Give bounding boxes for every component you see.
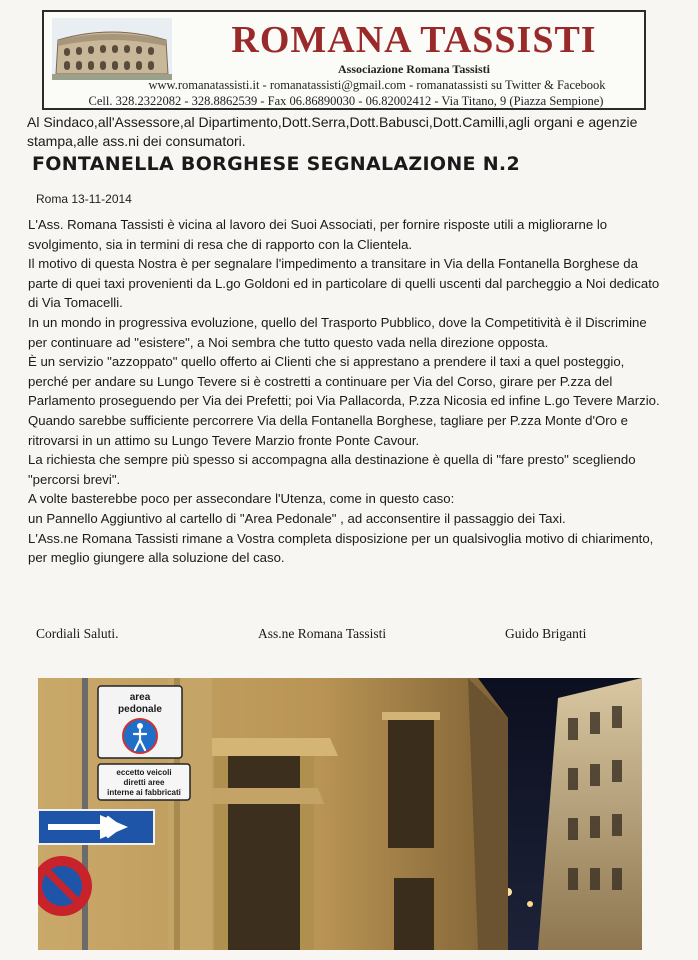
additional-panel-sign <box>98 764 190 800</box>
association-name: Associazione Romana Tassisti <box>337 62 491 76</box>
paragraph: La richiesta che sempre più spesso si accompagna alla destinazione è quella di "fare presto" scegliendo "percorsi brevi". <box>28 452 636 487</box>
paragraph: Il motivo di questa Nostra è per segnalare l'impedimento a transitare in Via della Fontanella Borghese da parte di quei taxi provenienti da L.go Goldoni ed in particolare di quelli uscenti dal parcheggio a Noi dedicato di Via Tomacelli. <box>28 256 660 311</box>
signoff-association: Ass.ne Romana Tassisti <box>258 626 387 641</box>
paragraph: In un mondo in progressiva evoluzione, quello del Trasporto Pubblico, dove la Competitività è il Discrimine per continuare ad "esistere", a Noi sembra che tutto questo vada nella direzione opposta. <box>28 314 647 350</box>
contact-details: Cell. 328.2322082 - 328.8862539 - Fax 06.86890030 - 06.82002412 - Via Titano, 9 (Piazza Sempione) <box>88 94 604 108</box>
signoff <box>0 626 698 646</box>
paragraph: un Pannello Aggiuntivo al cartello di "Area Pedonale" , ad acconsentire il passaggio dei Taxi. <box>28 510 566 526</box>
paragraph: A volte basterebbe poco per assecondare l'Utenza, come in questo caso: <box>28 491 455 507</box>
paragraph: Quando sarebbe sufficiente percorrere Via della Fontanella Borghese, tagliare per P.zza Monte d'Oro e ritrovarsi in un attimo su Lungo Tevere Marzio fronte Ponte Cavour. <box>28 412 628 448</box>
closing-salutation: Cordiali Saluti. <box>36 626 119 641</box>
street-scene <box>38 678 642 950</box>
area-pedonale-sign <box>98 686 182 758</box>
street-photo <box>38 678 642 950</box>
paragraph: È un servizio "azzoppato" quello offerto ai Clienti che si apprestano a prendere il taxi a quel posteggio, perché per andare su Lungo Tevere si è costretti a continuare per Via del Corso, girare per P.zza del Parlamento proseguendo per Via dei Prefetti; poi Via Pallacorda, P.zza Nicosia ed infine L.go Tevere Marzio. <box>28 354 660 409</box>
web-links: www.romanatassisti.it - romanatassisti@gmail.com - romanatassisti su Twitter & Facebook <box>148 78 606 92</box>
sign-line-pedonale: pedonale <box>118 704 162 715</box>
letter-date: Roma 13-11-2014 <box>36 192 132 206</box>
sign-line-area: area <box>129 692 151 703</box>
letter-body <box>28 215 668 568</box>
colosseum-icon <box>52 18 172 80</box>
letterhead <box>42 10 646 110</box>
paragraph: L'Ass. Romana Tassisti è vicina al lavoro dei Suoi Associati, per fornire risposte utili a migliorarne lo svolgimento, sia in termini di resa che di rapporto con la Clientela. <box>28 217 608 252</box>
panel-line-1: eccetto veicoli <box>116 768 172 777</box>
one-way-arrow-icon <box>38 810 154 844</box>
signatory-name: Guido Briganti <box>505 626 587 641</box>
panel-line-2: diretti aree <box>123 778 165 787</box>
recipients-line: Al Sindaco,all'Assessore,al Dipartimento,Dott.Serra,Dott.Babusci,Dott.Camilli,agli organi e agenzie stampa,alle ass.ni dei consumatori. <box>27 114 638 149</box>
brand-name: ROMANA TASSISTI <box>231 19 597 61</box>
paragraph: L'Ass.ne Romana Tassisti rimane a Vostra completa disposizione per un qualsivoglia motivo di chiarimento, per meglio giungere alla soluzione del caso. <box>28 530 654 566</box>
letter-title: FONTANELLA BORGHESE SEGNALAZIONE N.2 <box>32 153 520 175</box>
panel-line-3: interne ai fabbricati <box>107 788 181 797</box>
